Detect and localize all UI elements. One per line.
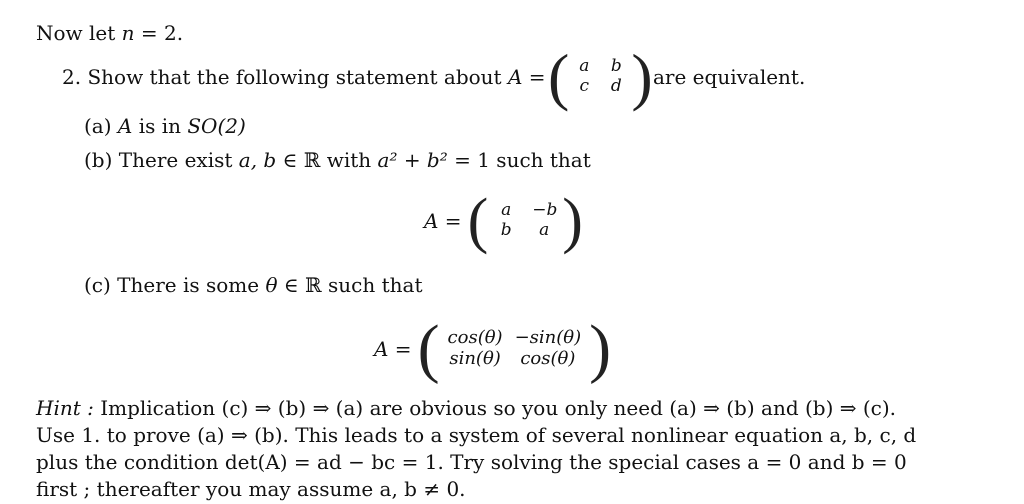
- matrix-cell: a: [501, 200, 512, 221]
- item-c-matrix: A = ( cos(θ) −sin(θ) sin(θ) cos(θ) ): [374, 312, 612, 385]
- problem-var: A: [507, 65, 523, 89]
- intro-text: Now let: [36, 21, 116, 45]
- matrix-cell: −b: [532, 200, 558, 221]
- item-b-eq-rhs: = 1 such that: [454, 148, 591, 172]
- item-a-text: is in: [138, 114, 181, 138]
- item-c-var: θ: [265, 273, 278, 297]
- item-c: [84, 275, 422, 295]
- item-a-var: A: [117, 114, 133, 138]
- item-c-label: (c): [84, 273, 111, 297]
- hint-label: Hint :: [36, 396, 94, 420]
- hint-line-1-text: Implication (c) ⇒ (b) ⇒ (a) are obvious so you only need (a) ⇒ (b) and (b) ⇒ (c).: [100, 396, 897, 420]
- matrix-cell: cos(θ): [520, 348, 576, 369]
- item-a-label: (a): [84, 114, 112, 138]
- item-a-group: SO(2): [187, 114, 246, 138]
- item-b-vars: a, b: [238, 148, 277, 172]
- matrix-cell: cos(θ): [447, 327, 503, 349]
- problem-statement: [62, 67, 546, 87]
- matrix-cell: a: [579, 56, 590, 77]
- hint-paragraph: [36, 395, 916, 503]
- problem-number: 2.: [62, 65, 82, 89]
- hint-line-2: Use 1. to prove (a) ⇒ (b). This leads to a system of several nonlinear equation a, b, c, d: [36, 423, 917, 447]
- item-b-text1: There exist: [118, 148, 233, 172]
- item-b-in: ∈ ℝ with: [282, 148, 372, 172]
- item-b-label: (b): [84, 148, 113, 172]
- item-a: [84, 116, 246, 136]
- intro-var: n: [121, 21, 135, 45]
- intro-line: [36, 23, 183, 43]
- matrix-cell: b: [610, 56, 622, 77]
- item-c-text1: There is some: [117, 273, 260, 297]
- intro-eq: = 2.: [140, 21, 184, 45]
- item-b-mat-lhs: A =: [424, 209, 462, 233]
- problem-text: Show that the following statement about: [87, 65, 502, 89]
- matrix-cell: a: [539, 220, 550, 240]
- problem-tail: are equivalent.: [653, 65, 806, 89]
- matrix-cell: d: [610, 76, 622, 96]
- item-c-in: ∈ ℝ such that: [283, 273, 423, 297]
- item-b: [84, 150, 591, 170]
- hint-line-4: first ; thereafter you may assume a, b ≠ 0.: [36, 477, 466, 501]
- item-b-eq-lhs: a² + b²: [377, 148, 448, 172]
- item-c-mat-lhs: A =: [374, 337, 412, 361]
- problem-eq: =: [528, 65, 546, 89]
- matrix-cell: sin(θ): [449, 348, 501, 369]
- matrix-cell: b: [500, 220, 512, 240]
- matrix-cell: −sin(θ): [514, 327, 582, 349]
- hint-line-1: [36, 395, 916, 422]
- hint-line-3: plus the condition det(A) = ad − bc = 1. Try solving the special cases a = 0 and b = 0: [36, 450, 907, 474]
- problem-matrix: ( a b c d ): [548, 41, 653, 112]
- matrix-cell: c: [579, 76, 590, 96]
- item-b-matrix: A = ( a −b b a ): [424, 187, 583, 255]
